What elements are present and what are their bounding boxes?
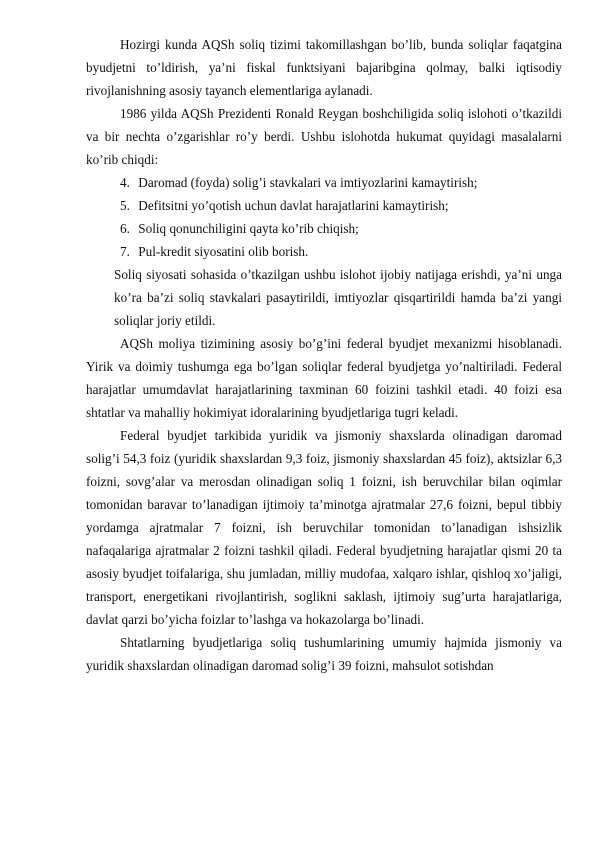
paragraph-state-budgets: Shtatlarning byudjetlariga soliq tushumlarining umumiy hajmida jismoniy va yuridik shaxslardan olinadigan daromad solig’i 39 foizni, mahsulot sotishdan xyxy=(86,635,562,673)
list-item xyxy=(86,171,562,194)
paragraph-intro: Hozirgi kunda AQSh soliq tizimi takomillashgan bo’lib, bunda soliqlar faqatgina byudjetni to’ldirish, ya’ni fiskal funktsiyani bajaribgina qolmay, balki iqtisodiy rivojlanishning asosiy tayanch elementlariga aylanadi. xyxy=(86,37,562,98)
paragraph-reform-result: Soliq siyosati sohasida o’tkazilgan ushbu islohot ijobiy natijaga erishdi, ya’ni unga ko’ra ba’zi soliq stavkalari pasaytirildi, imtiyozlar qisqartirildi hamda ba’zi yangi soliqlar joriy etildi. xyxy=(114,267,562,328)
document-page xyxy=(86,33,562,677)
paragraph-budget-structure: Federal byudjet tarkibida yuridik va jismoniy shaxslarda olinadigan daromad solig’i 54,3 foiz (yuridik shaxslardan 9,3 foiz, jismoniy shaxslardan 45 foiz), aktsizlar 6,3 foizni, sovg’alar va merosdan olinadigan soliq 1 foizni, ish beruvchilar bilan oqimlar tomonidan baravar to’lanadigan ijtimoiy ta’minotga ajratmalar 27,6 foizni, bepul tibbiy yordamga ajratmalar 7 foizni, ish beruvchilar tomonidan to’lanadigan ishsizlik nafaqalariga ajratmalar 2 foizni tashkil qiladi. Federal byudjetning harajatlar qismi 20 ta asosiy byudjet toifalariga, shu jumladan, milliy mudofaa, xalqaro ishlar, qishloq xo’jaligi, transport, energetikani rivojlantirish, soglikni saklash, ijtimoiy sug’urta harajatlariga, davlat qarzi bo’yicha foizlar to’lashga va hokazolarga bo’linadi. xyxy=(86,428,562,627)
list-item xyxy=(86,240,562,263)
list-text: Daromad (foyda) solig’i stavkalari va imtiyozlarini kamaytirish; xyxy=(138,175,478,190)
list-text: Defitsitni yo’qotish uchun davlat harajatlarini kamaytirish; xyxy=(138,198,449,213)
list-item xyxy=(86,194,562,217)
list-number: 4. xyxy=(120,175,130,190)
list-text: Soliq qonunchiligini qayta ko’rib chiqish; xyxy=(138,221,359,236)
paragraph-reform: 1986 yilda AQSh Prezidenti Ronald Reygan boshchiligida soliq islohoti o’tkazildi va bir nechta o’zgarishlar ro’y berdi. Ushbu islohotda hukumat quyidagi masalalarni ko’rib chiqdi: xyxy=(86,106,562,167)
list-text: Pul-kredit siyosatini olib borish. xyxy=(138,244,309,259)
list-number: 5. xyxy=(120,198,130,213)
list-number: 7. xyxy=(120,244,130,259)
reform-list xyxy=(86,171,562,263)
paragraph-federal-budget: AQSh moliya tizimining asosiy bo’g’ini federal byudjet mexanizmi hisoblanadi. Yirik va doimiy tushumga ega bo’lgan soliqlar federal byudjetga yo’naltiriladi. Federal harajatlar umumdavlat harajatlarining taxminan 60 foizini tashkil etadi. 40 foizi esa shtatlar va mahalliy hokimiyat idoralarining byudjetlariga tugri keladi. xyxy=(86,336,562,420)
list-number: 6. xyxy=(120,221,130,236)
list-item xyxy=(86,217,562,240)
